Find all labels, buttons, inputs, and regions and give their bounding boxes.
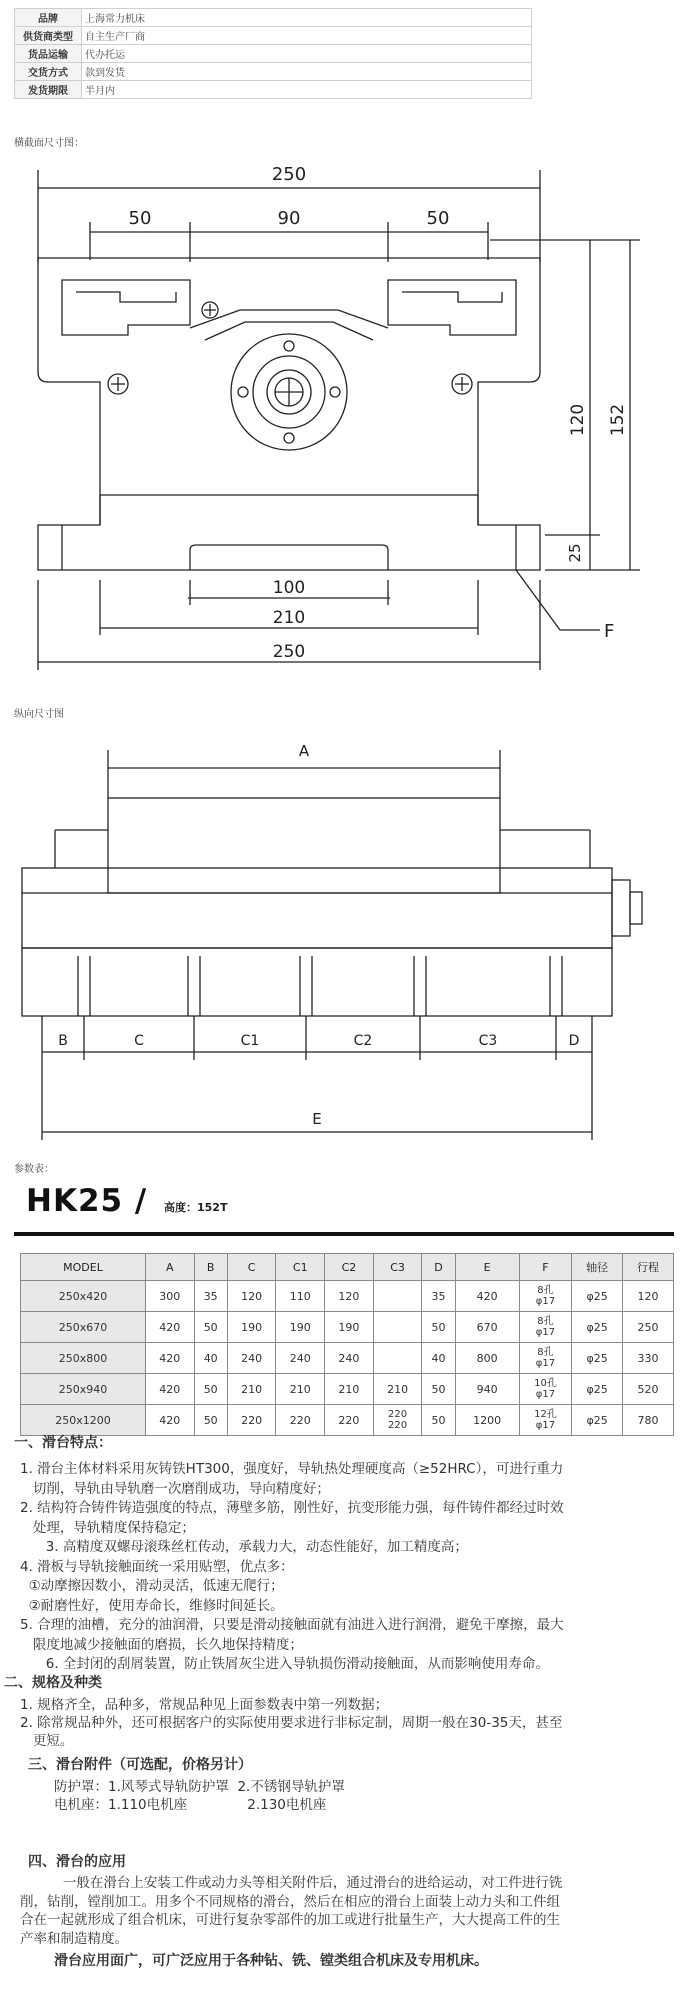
info-key: 交货方式 xyxy=(15,63,82,81)
text-line: 5. 合理的油槽，充分的油润滑，只要是滑动接触面就有油进入进行润滑，避免干摩擦，最大 xyxy=(20,1617,564,1633)
longitudinal-caption: 纵向尺寸图 xyxy=(14,709,64,720)
params-header: C xyxy=(227,1254,276,1281)
params-row xyxy=(21,1405,674,1436)
features-title: 一、滑台特点： xyxy=(14,1435,112,1451)
text-line: 防护罩：1.风琴式导轨防护罩 2.不锈钢导轨护罩 xyxy=(54,1779,345,1795)
height-label: 高度：152T xyxy=(164,1201,228,1214)
params-cell: 420 xyxy=(145,1343,194,1374)
params-cell: 35 xyxy=(422,1281,455,1312)
params-cell: 520 xyxy=(623,1374,674,1405)
params-row xyxy=(21,1312,674,1343)
params-cell xyxy=(373,1312,422,1343)
params-cell: 250x1200 xyxy=(21,1405,146,1436)
params-header: C1 xyxy=(276,1254,325,1281)
params-cell: 210 xyxy=(325,1374,374,1405)
dim-210: 210 xyxy=(272,608,306,628)
title-rule xyxy=(14,1232,674,1236)
params-header: F xyxy=(519,1254,571,1281)
specs-title: 二、规格及种类 xyxy=(4,1675,102,1691)
params-cell: 40 xyxy=(194,1343,227,1374)
longitudinal-drawing xyxy=(0,720,691,1150)
text-line: 合在一起就形成了组合机床，可进行复杂零部件的加工或进行批量生产，大大提高工件的生 xyxy=(20,1912,560,1928)
text-line: 处理，导轨精度保持稳定； xyxy=(20,1519,195,1536)
params-cell: 420 xyxy=(145,1312,194,1343)
params-header: E xyxy=(455,1254,519,1281)
params-cell: 250x420 xyxy=(21,1281,146,1312)
dim-250-top: 250 xyxy=(271,164,307,185)
params-cell: 240 xyxy=(227,1343,276,1374)
params-row xyxy=(21,1281,674,1312)
params-cell: 220 xyxy=(227,1405,276,1436)
text-line: 6. 全封闭的刮屑装置，防止铁屑灰尘进入导轨损伤滑动接触面，从而影响使用寿命。 xyxy=(20,1656,549,1672)
cross-section-caption: 横截面尺寸图： xyxy=(14,138,84,149)
info-row xyxy=(15,27,532,45)
info-key: 供货商类型 xyxy=(15,27,82,45)
dim-a: A xyxy=(298,742,310,760)
text-line: 产率和制造精度。 xyxy=(20,1930,128,1947)
params-cell: 50 xyxy=(194,1374,227,1405)
params-header: C2 xyxy=(325,1254,374,1281)
text-line: 3. 高精度双螺母滚珠丝杠传动，承载力大，动态性能好，加工精度高； xyxy=(20,1539,468,1555)
params-cell: 420 xyxy=(145,1374,194,1405)
params-cell-stacked: 8孔 φ17 xyxy=(535,1316,556,1338)
info-value: 半月内 xyxy=(82,81,532,99)
text-line: 2. 结构符合铸件铸造强度的特点，薄壁多筋，刚性好，抗变形能力强，每件铸件都经过时效 xyxy=(20,1500,564,1516)
text-line: 电机座：1.110电机座 2.130电机座 xyxy=(54,1797,327,1813)
params-cell: 120 xyxy=(227,1281,276,1312)
params-cell: 190 xyxy=(276,1312,325,1343)
info-row xyxy=(15,63,532,81)
info-row xyxy=(15,81,532,99)
dim-e: E xyxy=(312,1110,322,1128)
params-cell: φ25 xyxy=(572,1312,623,1343)
params-header: 行程 xyxy=(623,1254,674,1281)
dim-100: 100 xyxy=(272,578,306,598)
params-cell: 220 xyxy=(325,1405,374,1436)
params-cell: 210 xyxy=(276,1374,325,1405)
params-cell: 120 xyxy=(623,1281,674,1312)
params-cell xyxy=(519,1374,571,1405)
params-cell: 240 xyxy=(325,1343,374,1374)
info-value: 上海常力机床 xyxy=(82,9,532,27)
params-cell: 800 xyxy=(455,1343,519,1374)
params-cell xyxy=(519,1343,571,1374)
text-line: 1. 规格齐全，品种多，常规品种见上面参数表中第一列数据； xyxy=(20,1697,389,1713)
text-line: 更短。 xyxy=(20,1733,74,1749)
text-line: 限度地减少接触面的磨损，长久地保持精度； xyxy=(20,1636,303,1653)
params-cell: 240 xyxy=(276,1343,325,1374)
params-cell: 1200 xyxy=(455,1405,519,1436)
text-line: ①动摩擦因数小，滑动灵活，低速无爬行； xyxy=(20,1578,284,1594)
params-header: D xyxy=(422,1254,455,1281)
params-cell: φ25 xyxy=(572,1281,623,1312)
params-header: 轴径 xyxy=(572,1254,623,1281)
params-cell-stacked: 10孔 φ17 xyxy=(534,1378,557,1400)
dim-c: C xyxy=(134,1033,144,1049)
dim-c3: C3 xyxy=(478,1033,498,1049)
info-row xyxy=(15,9,532,27)
params-cell: 120 xyxy=(325,1281,374,1312)
info-value: 自主生产厂商 xyxy=(82,27,532,45)
params-cell: 50 xyxy=(194,1405,227,1436)
dim-50-right: 50 xyxy=(426,208,450,229)
dim-f: F xyxy=(604,621,615,642)
info-key: 品牌 xyxy=(15,9,82,27)
application-bold: 滑台应用面广，可广泛应用于各种钻、铣、镗类组合机床及专用机床。 xyxy=(54,1953,488,1969)
text-line: 2. 除常规品种外，还可根据客户的实际使用要求进行非标定制，周期一般在30-35天，甚至 xyxy=(20,1715,563,1731)
params-cell: φ25 xyxy=(572,1374,623,1405)
params-cell xyxy=(373,1281,422,1312)
text-line: 削，钻削，镗削加工。用多个不同规格的滑台，然后在相应的滑台上面装上动力头和工件组 xyxy=(20,1893,560,1910)
params-cell xyxy=(519,1312,571,1343)
info-key: 发货期限 xyxy=(15,81,82,99)
params-header: B xyxy=(194,1254,227,1281)
params-cell xyxy=(519,1281,571,1312)
params-caption: 参数表： xyxy=(14,1164,54,1175)
model-title: HK25 / xyxy=(26,1183,148,1219)
params-cell: φ25 xyxy=(572,1343,623,1374)
text-line: 一般在滑台上安装工件或动力头等相关附件后，通过滑台的进给运动，对工件进行铣 xyxy=(20,1875,563,1891)
params-cell xyxy=(373,1343,422,1374)
info-row xyxy=(15,45,532,63)
params-cell-stacked: 8孔 φ17 xyxy=(535,1285,556,1307)
params-cell: 250x800 xyxy=(21,1343,146,1374)
dim-250-bottom: 250 xyxy=(272,642,306,662)
dim-50-left: 50 xyxy=(128,208,152,229)
dim-c1: C1 xyxy=(240,1033,260,1049)
params-cell: 50 xyxy=(422,1312,455,1343)
text-line: 1. 滑台主体材料采用灰铸铁HT300，强度好，导轨热处理硬度高（≥52HRC），可进行重力 xyxy=(20,1461,564,1477)
info-value: 代办托运 xyxy=(82,45,532,63)
text-line: 4. 滑板与导轨接触面统一采用贴塑，优点多： xyxy=(20,1558,294,1575)
params-cell: 420 xyxy=(145,1405,194,1436)
params-cell: 780 xyxy=(623,1405,674,1436)
params-cell: 35 xyxy=(194,1281,227,1312)
params-cell: 40 xyxy=(422,1343,455,1374)
info-value: 款到发货 xyxy=(82,63,532,81)
info-key: 货品运输 xyxy=(15,45,82,63)
params-cell-stacked: 220 220 xyxy=(388,1409,408,1431)
dim-c2: C2 xyxy=(353,1033,373,1049)
params-cell: 50 xyxy=(422,1405,455,1436)
cross-section-drawing xyxy=(0,150,691,670)
dim-25: 25 xyxy=(566,543,584,563)
dim-90: 90 xyxy=(277,208,301,229)
params-cell: 250x940 xyxy=(21,1374,146,1405)
params-cell xyxy=(373,1405,422,1436)
accessories-title: 三、滑台附件（可选配，价格另计） xyxy=(28,1757,252,1773)
params-cell: 190 xyxy=(325,1312,374,1343)
text-line: 切削，导轨由导轨磨一次磨削成功，导向精度好； xyxy=(20,1480,330,1497)
params-header: C3 xyxy=(373,1254,422,1281)
dim-b: B xyxy=(58,1033,68,1049)
params-cell: 250 xyxy=(623,1312,674,1343)
info-table xyxy=(14,8,532,99)
text-line: ②耐磨性好，使用寿命长，维修时间延长。 xyxy=(20,1597,284,1614)
params-cell: 300 xyxy=(145,1281,194,1312)
params-cell: 210 xyxy=(373,1374,422,1405)
params-cell: 110 xyxy=(276,1281,325,1312)
params-row xyxy=(21,1343,674,1374)
params-cell: φ25 xyxy=(572,1405,623,1436)
params-cell: 190 xyxy=(227,1312,276,1343)
params-cell xyxy=(519,1405,571,1436)
params-header: A xyxy=(145,1254,194,1281)
params-cell: 50 xyxy=(194,1312,227,1343)
params-cell: 250x670 xyxy=(21,1312,146,1343)
params-row xyxy=(21,1374,674,1405)
params-cell: 50 xyxy=(422,1374,455,1405)
params-cell-stacked: 12孔 φ17 xyxy=(534,1409,557,1431)
dim-d: D xyxy=(568,1033,580,1049)
params-cell: 220 xyxy=(276,1405,325,1436)
params-cell: 330 xyxy=(623,1343,674,1374)
params-cell: 670 xyxy=(455,1312,519,1343)
params-cell: 420 xyxy=(455,1281,519,1312)
params-cell: 940 xyxy=(455,1374,519,1405)
params-title-bar xyxy=(14,1178,674,1236)
params-header: MODEL xyxy=(21,1254,146,1281)
dim-120: 120 xyxy=(568,403,588,437)
params-cell-stacked: 8孔 φ17 xyxy=(535,1347,556,1369)
dim-152: 152 xyxy=(608,403,628,437)
params-table xyxy=(20,1253,674,1436)
application-title: 四、滑台的应用 xyxy=(28,1854,126,1870)
params-cell: 210 xyxy=(227,1374,276,1405)
